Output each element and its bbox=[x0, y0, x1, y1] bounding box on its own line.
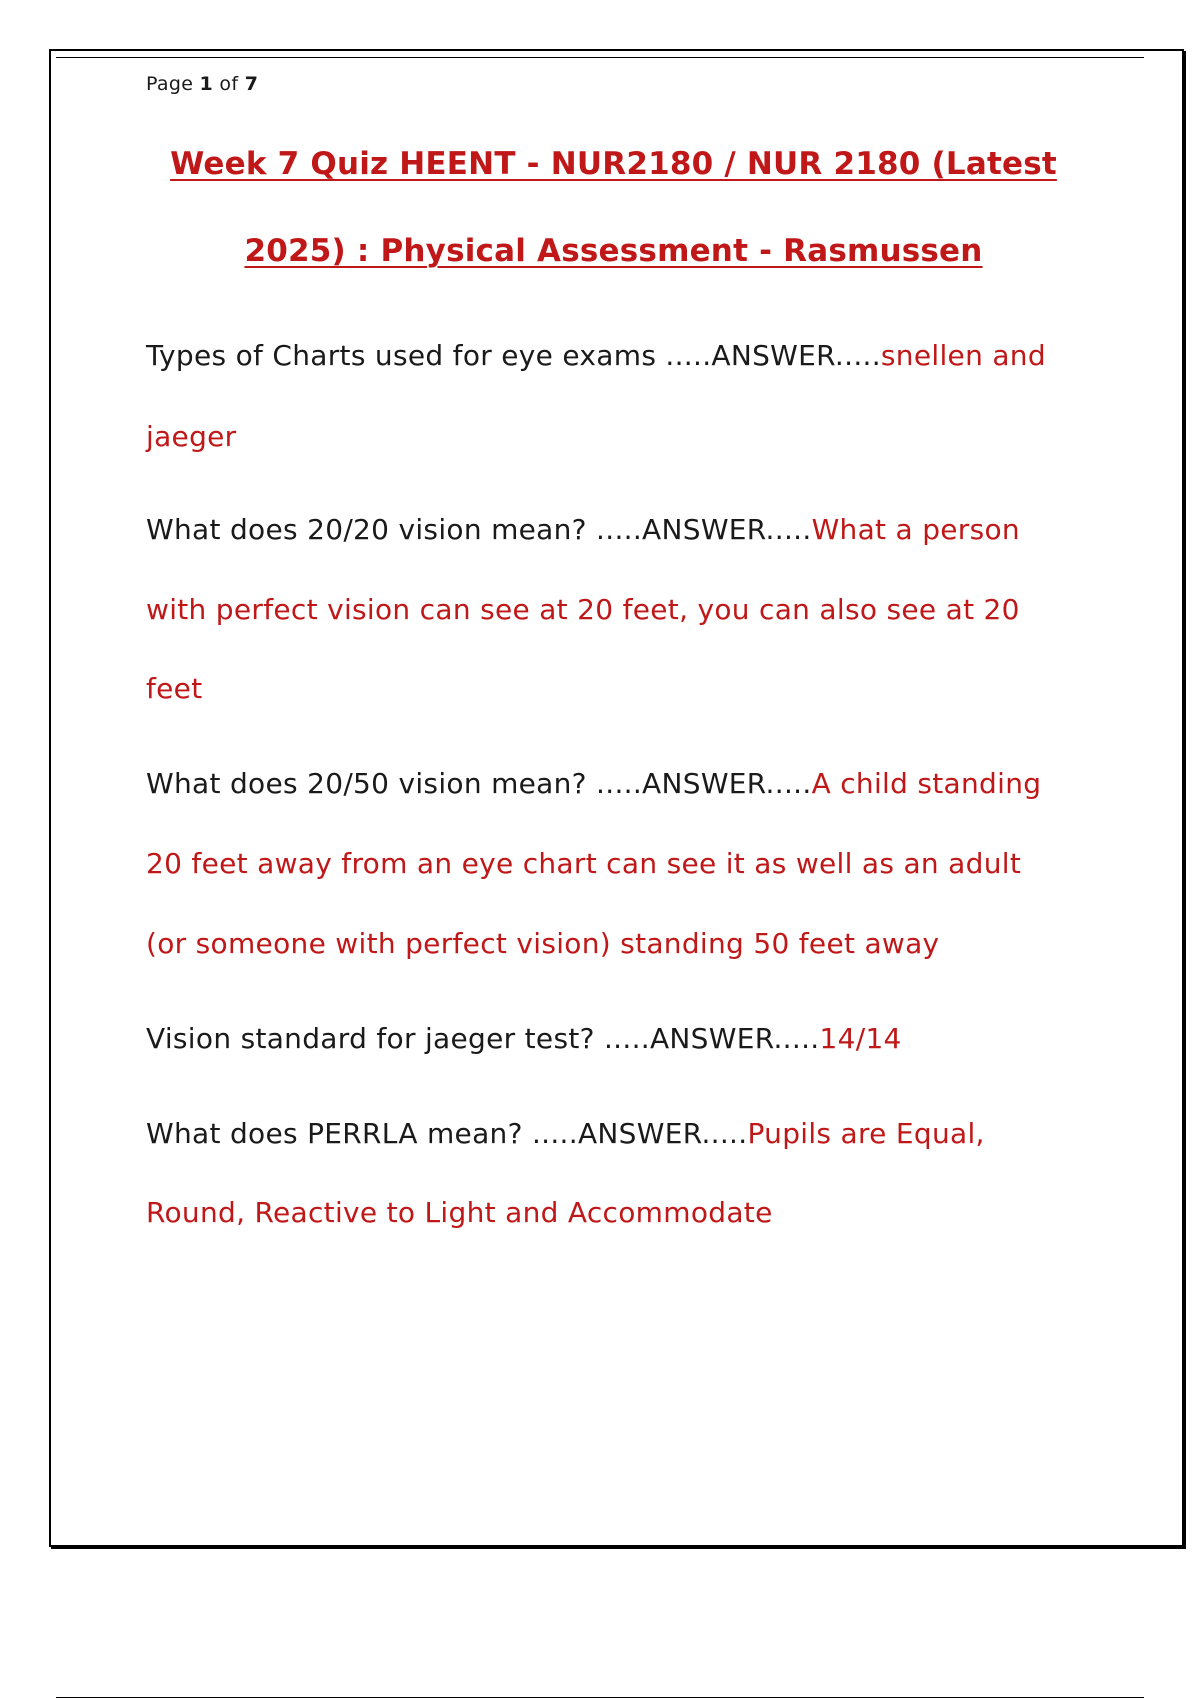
qa-2-answer-line-1: What a person bbox=[811, 513, 1020, 546]
qa-3-line-3 bbox=[146, 927, 939, 960]
qa-2-answer-line-2: with perfect vision can see at 20 feet, you can also see at 20 bbox=[146, 593, 1020, 626]
qa-1-line-2 bbox=[146, 420, 236, 453]
qa-2-line-1 bbox=[146, 513, 1020, 546]
qa-4-answer-line-1: 14/14 bbox=[819, 1022, 902, 1055]
qa-3-answer-line-3: (or someone with perfect vision) standing 50 feet away bbox=[146, 927, 940, 960]
qa-1-answer-line-2: jaeger bbox=[146, 420, 237, 453]
document-title-line-2: 2025) : Physical Assessment - Rasmussen bbox=[244, 233, 983, 269]
qa-4-line-1 bbox=[146, 1022, 902, 1055]
qa-3-question: What does 20/50 vision mean? .....ANSWER..... bbox=[146, 767, 812, 800]
qa-1-question: Types of Charts used for eye exams .....ANSWER..... bbox=[146, 339, 881, 372]
qa-1-answer-line-1: snellen and bbox=[880, 339, 1046, 372]
qa-4-question: Vision standard for jaeger test? .....ANSWER..... bbox=[146, 1022, 820, 1055]
qa-3-answer-line-2: 20 feet away from an eye chart can see it as well as an adult bbox=[146, 847, 1022, 880]
page-of: of bbox=[219, 73, 239, 95]
qa-3-line-1 bbox=[146, 767, 1041, 800]
top-rule bbox=[56, 57, 1144, 58]
qa-2-line-2 bbox=[146, 593, 1020, 626]
page-label: Page bbox=[146, 73, 194, 95]
qa-5-line-1 bbox=[146, 1117, 985, 1150]
page-total: 7 bbox=[244, 73, 259, 95]
qa-5-answer-line-2: Round, Reactive to Light and Accommodate bbox=[146, 1196, 773, 1229]
qa-5-line-2 bbox=[146, 1196, 773, 1229]
document-title-line-1: Week 7 Quiz HEENT - NUR2180 / NUR 2180 (Latest bbox=[170, 146, 1057, 182]
page-indicator bbox=[146, 73, 258, 95]
qa-3-answer-line-1: A child standing bbox=[811, 767, 1042, 800]
qa-2-question: What does 20/20 vision mean? .....ANSWER..... bbox=[146, 513, 812, 546]
bottom-rule bbox=[56, 1697, 1144, 1698]
qa-1-line-1 bbox=[146, 339, 1046, 372]
qa-2-answer-line-3: feet bbox=[146, 672, 203, 705]
qa-3-line-2 bbox=[146, 847, 1021, 880]
qa-2-line-3 bbox=[146, 672, 203, 705]
qa-5-answer-line-1: Pupils are Equal, bbox=[747, 1117, 985, 1150]
qa-5-question: What does PERRLA mean? .....ANSWER..... bbox=[146, 1117, 748, 1150]
page-current: 1 bbox=[199, 73, 214, 95]
